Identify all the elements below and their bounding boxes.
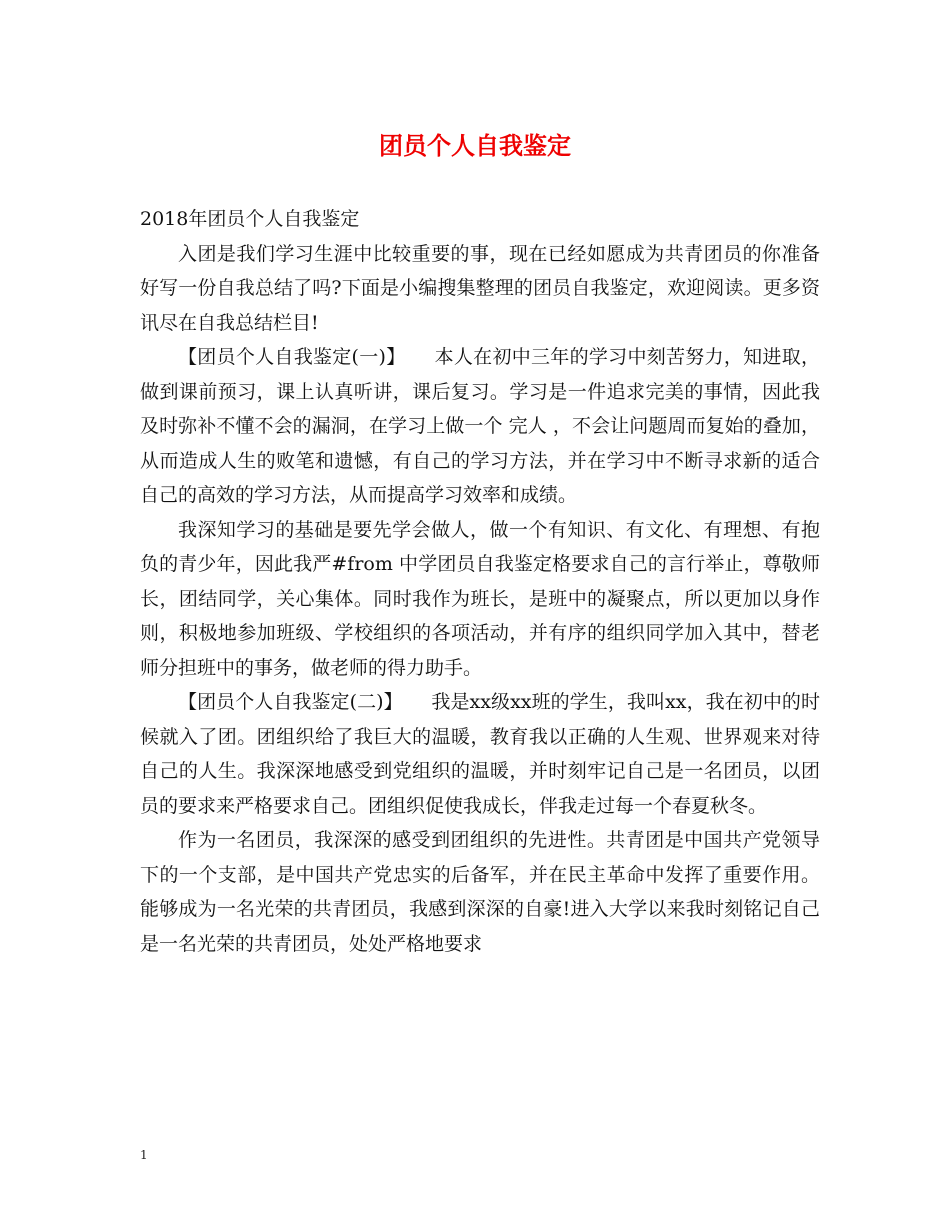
paragraph-appraisal-one: 【团员个人自我鉴定(一)】 本人在初中三年的学习中刻苦努力，知进取，做到课前预习，课上认真听讲，课后复习。学习是一件追求完美的事情，因此我及时弥补不懂不会的漏洞，在学习上做一个 完人 ，不会让问题周而复始的叠加，从而造成人生的败笔和遗憾，有自己的学习方法，并在学习中不断寻求新的适合自己的高效的学习方法，从而提高学习效率和成绩。 (140, 346, 820, 506)
paragraph-conduct: 我深知学习的基础是要先学会做人，做一个有知识、有文化、有理想、有抱负的青少年，因此我严#from 中学团员自我鉴定格要求自己的言行举止，尊敬师长，团结同学，关心集体。同时我作为班长，是班中的凝聚点，所以更加以身作则，积极地参加班级、学校组织的各项活动，并有序的组织同学加入其中，替老师分担班中的事务，做老师的得力助手。 (140, 518, 820, 679)
document-title: 团员个人自我鉴定 (379, 131, 571, 160)
document-body (140, 202, 820, 961)
paragraph-league-member: 作为一名团员，我深深的感受到团组织的先进性。共青团是中国共产党领导下的一个支部，是中国共产党忠实的后备军，并在民主革命中发挥了重要作用。能够成为一名光荣的共青团员，我感到深深的自豪!进入大学以来我时刻铭记自己是一名光荣的共青团员，处处严格地要求 (140, 829, 820, 955)
paragraph-appraisal-two: 【团员个人自我鉴定(二)】 我是xx级xx班的学生，我叫xx，我在初中的时候就入了团。团组织给了我巨大的温暖，教育我以正确的人生观、世界观来对待自己的人生。我深深地感受到党组织的温暖，并时刻牢记自己是一名团员，以团员的要求来严格要求自己。团组织促使我成长，伴我走过每一个春夏秋冬。 (140, 691, 820, 817)
paragraph-intro: 入团是我们学习生涯中比较重要的事，现在已经如愿成为共青团员的你准备好写一份自我总结了吗?下面是小编搜集整理的团员自我鉴定，欢迎阅读。更多资讯尽在自我总结栏目! (140, 242, 820, 334)
page-number: 1 (140, 1148, 148, 1162)
document-subtitle: 2018年团员个人自我鉴定 (140, 208, 360, 230)
